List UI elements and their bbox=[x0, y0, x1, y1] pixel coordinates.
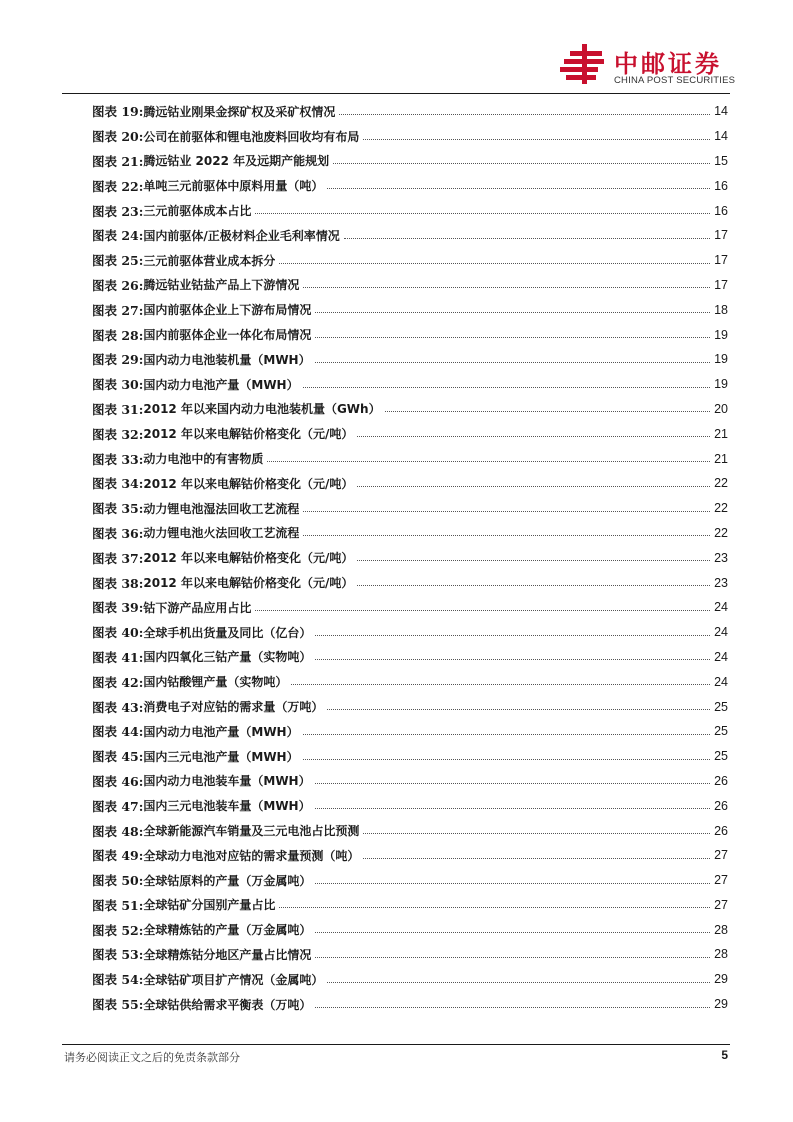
toc-page-number: 18 bbox=[714, 302, 728, 317]
figure-title: 钴下游产品应用占比 bbox=[143, 600, 252, 615]
toc-page-number: 22 bbox=[714, 476, 728, 491]
toc-entry[interactable] bbox=[92, 545, 728, 570]
figure-title: 国内三元电池装车量（MWH） bbox=[143, 799, 311, 814]
toc-entry[interactable] bbox=[92, 521, 728, 546]
footer-disclaimer: 请务必阅读正文之后的免责条款部分 bbox=[64, 1051, 240, 1064]
figure-title: 腾远钴业钴盐产品上下游情况 bbox=[143, 278, 300, 293]
toc-entry[interactable] bbox=[92, 173, 728, 198]
dot-leader bbox=[255, 610, 710, 611]
toc-page-number: 22 bbox=[714, 525, 728, 540]
toc-entry[interactable] bbox=[92, 942, 728, 967]
toc-entry-text bbox=[92, 301, 311, 319]
figure-label: 图表 44: bbox=[92, 724, 144, 740]
toc-entry[interactable] bbox=[92, 645, 728, 670]
toc-page-number: 19 bbox=[714, 377, 728, 392]
dot-leader bbox=[279, 263, 710, 264]
figure-label: 图表 31: bbox=[92, 401, 144, 417]
page-header bbox=[0, 0, 793, 100]
dot-leader bbox=[357, 436, 710, 437]
brand-name-en: CHINA POST SECURITIES bbox=[614, 75, 736, 86]
toc-entry-text bbox=[92, 350, 311, 368]
toc-entry-text bbox=[92, 945, 311, 963]
figure-title: 国内动力电池装车量（MWH） bbox=[143, 774, 311, 789]
figure-label: 图表 23: bbox=[92, 203, 144, 219]
figure-label: 图表 37: bbox=[92, 550, 144, 566]
toc-entry[interactable] bbox=[92, 397, 728, 422]
toc-entry-text bbox=[92, 623, 311, 641]
figure-title: 2012 年以来电解钴价格变化（元/吨） bbox=[143, 551, 354, 566]
toc-page-number: 17 bbox=[714, 277, 728, 292]
toc-page-number: 24 bbox=[714, 625, 728, 640]
toc-page-number: 23 bbox=[714, 575, 728, 590]
toc-entry[interactable] bbox=[92, 992, 728, 1017]
toc-entry-text bbox=[92, 152, 329, 170]
toc-entry-text bbox=[92, 722, 299, 740]
figure-title: 国内前驱体/正极材料企业毛利率情况 bbox=[143, 228, 340, 243]
figure-title: 国内钴酸锂产量（实物吨） bbox=[143, 675, 288, 690]
china-post-emblem-icon bbox=[558, 42, 610, 86]
figure-label: 图表 34: bbox=[92, 476, 144, 492]
figure-title: 消费电子对应钴的需求量（万吨） bbox=[143, 700, 324, 715]
brand-logo bbox=[558, 42, 738, 90]
figure-title: 2012 年以来电解钴价格变化（元/吨） bbox=[143, 427, 354, 442]
page-number: 5 bbox=[721, 1048, 728, 1062]
toc-page-number: 19 bbox=[714, 327, 728, 342]
figure-title: 全球精炼钴分地区产量占比情况 bbox=[143, 947, 312, 962]
toc-page-number: 28 bbox=[714, 922, 728, 937]
figure-label: 图表 54: bbox=[92, 972, 144, 988]
toc-page-number: 21 bbox=[714, 426, 728, 441]
dot-leader bbox=[363, 833, 710, 834]
toc-entry[interactable] bbox=[92, 446, 728, 471]
figure-title: 三元前驱体成本占比 bbox=[143, 204, 252, 219]
dot-leader bbox=[357, 560, 710, 561]
toc-entry[interactable] bbox=[92, 124, 728, 149]
figure-label: 图表 28: bbox=[92, 327, 144, 343]
dot-leader bbox=[315, 808, 710, 809]
toc-entry[interactable] bbox=[92, 917, 728, 942]
toc-entry[interactable] bbox=[92, 570, 728, 595]
toc-entry-text bbox=[92, 598, 251, 616]
table-of-figures bbox=[92, 99, 728, 1016]
dot-leader bbox=[291, 684, 710, 685]
toc-entry[interactable] bbox=[92, 322, 728, 347]
figure-label: 图表 27: bbox=[92, 302, 144, 318]
toc-page-number: 23 bbox=[714, 550, 728, 565]
toc-entry-text bbox=[92, 772, 311, 790]
figure-label: 图表 36: bbox=[92, 525, 144, 541]
figure-label: 图表 33: bbox=[92, 451, 144, 467]
figure-label: 图表 41: bbox=[92, 649, 144, 665]
figure-title: 2012 年以来国内动力电池装机量（GWh） bbox=[143, 402, 381, 417]
toc-entry[interactable] bbox=[92, 198, 728, 223]
toc-entry[interactable] bbox=[92, 868, 728, 893]
toc-page-number: 25 bbox=[714, 699, 728, 714]
figure-title: 全球手机出货量及同比（亿台） bbox=[143, 625, 312, 640]
dot-leader bbox=[303, 511, 710, 512]
dot-leader bbox=[267, 461, 710, 462]
toc-page-number: 28 bbox=[714, 947, 728, 962]
toc-entry-text bbox=[92, 375, 299, 393]
figure-title: 2012 年以来电解钴价格变化（元/吨） bbox=[143, 576, 354, 591]
toc-page-number: 27 bbox=[714, 848, 728, 863]
toc-entry-text bbox=[92, 425, 353, 443]
toc-entry[interactable] bbox=[92, 769, 728, 794]
figure-label: 图表 49: bbox=[92, 848, 144, 864]
figure-label: 图表 26: bbox=[92, 277, 144, 293]
dot-leader bbox=[303, 759, 710, 760]
toc-entry-text bbox=[92, 648, 311, 666]
toc-entry[interactable] bbox=[92, 496, 728, 521]
toc-entry[interactable] bbox=[92, 843, 728, 868]
figure-label: 图表 47: bbox=[92, 798, 144, 814]
figure-label: 图表 50: bbox=[92, 873, 144, 889]
figure-title: 全球钴矿项目扩产情况（金属吨） bbox=[143, 972, 324, 987]
dot-leader bbox=[327, 709, 710, 710]
toc-entry-text bbox=[92, 450, 263, 468]
dot-leader bbox=[315, 635, 710, 636]
dot-leader bbox=[363, 858, 710, 859]
toc-entry[interactable] bbox=[92, 248, 728, 273]
toc-entry-text bbox=[92, 474, 353, 492]
dot-leader bbox=[327, 188, 710, 189]
toc-entry[interactable] bbox=[92, 223, 728, 248]
toc-entry[interactable] bbox=[92, 793, 728, 818]
dot-leader bbox=[363, 139, 710, 140]
toc-page-number: 19 bbox=[714, 352, 728, 367]
dot-leader bbox=[303, 734, 710, 735]
dot-leader bbox=[344, 238, 710, 239]
toc-entry-text bbox=[92, 846, 359, 864]
toc-entry-text bbox=[92, 524, 299, 542]
toc-entry-text bbox=[92, 871, 311, 889]
figure-label: 图表 46: bbox=[92, 773, 144, 789]
toc-page-number: 16 bbox=[714, 178, 728, 193]
toc-page-number: 15 bbox=[714, 153, 728, 168]
toc-entry[interactable] bbox=[92, 297, 728, 322]
figure-title: 国内动力电池装机量（MWH） bbox=[143, 352, 311, 367]
figure-label: 图表 48: bbox=[92, 823, 144, 839]
figure-label: 图表 22: bbox=[92, 178, 144, 194]
toc-page-number: 21 bbox=[714, 451, 728, 466]
toc-entry-text bbox=[92, 797, 311, 815]
figure-title: 全球新能源汽车销量及三元电池占比预测 bbox=[143, 824, 360, 838]
toc-page-number: 14 bbox=[714, 104, 728, 119]
toc-entry-text bbox=[92, 995, 311, 1013]
figure-title: 国内动力电池产量（MWH） bbox=[143, 724, 299, 739]
figure-title: 全球钴供给需求平衡表（万吨） bbox=[143, 997, 312, 1012]
toc-entry-text bbox=[92, 822, 359, 840]
figure-label: 图表 35: bbox=[92, 501, 144, 517]
figure-label: 图表 40: bbox=[92, 625, 144, 641]
toc-page-number: 16 bbox=[714, 203, 728, 218]
figure-title: 全球钴原料的产量（万金属吨） bbox=[143, 873, 312, 888]
toc-entry-text bbox=[92, 747, 299, 765]
toc-page-number: 24 bbox=[714, 674, 728, 689]
dot-leader bbox=[255, 213, 710, 214]
toc-page-number: 26 bbox=[714, 823, 728, 838]
header-divider bbox=[62, 93, 730, 94]
figure-title: 腾远钴业 2022 年及远期产能规划 bbox=[143, 154, 330, 169]
figure-label: 图表 42: bbox=[92, 674, 144, 690]
dot-leader bbox=[315, 883, 710, 884]
dot-leader bbox=[327, 982, 710, 983]
toc-entry[interactable] bbox=[92, 669, 728, 694]
figure-title: 动力锂电池湿法回收工艺流程 bbox=[143, 501, 300, 516]
figure-label: 图表 51: bbox=[92, 897, 144, 913]
figure-label: 图表 53: bbox=[92, 947, 144, 963]
dot-leader bbox=[357, 486, 710, 487]
figure-label: 图表 29: bbox=[92, 352, 144, 368]
toc-entry[interactable] bbox=[92, 694, 728, 719]
toc-page-number: 22 bbox=[714, 501, 728, 516]
dot-leader bbox=[303, 535, 710, 536]
figure-title: 2012 年以来电解钴价格变化（元/吨） bbox=[143, 476, 354, 491]
toc-entry-text bbox=[92, 177, 323, 195]
dot-leader bbox=[333, 163, 710, 164]
toc-entry[interactable] bbox=[92, 719, 728, 744]
toc-page-number: 29 bbox=[714, 972, 728, 987]
dot-leader bbox=[315, 932, 710, 933]
footer-divider bbox=[62, 1044, 730, 1045]
figure-title: 国内前驱体企业一体化布局情况 bbox=[143, 328, 312, 343]
toc-entry-text bbox=[92, 226, 340, 244]
toc-entry-text bbox=[92, 102, 335, 120]
figure-title: 全球动力电池对应钴的需求量预测（吨） bbox=[143, 848, 360, 863]
dot-leader bbox=[303, 287, 710, 288]
dot-leader bbox=[315, 337, 710, 338]
dot-leader bbox=[315, 362, 710, 363]
toc-page-number: 27 bbox=[714, 873, 728, 888]
dot-leader bbox=[385, 411, 710, 412]
toc-page-number: 26 bbox=[714, 773, 728, 788]
toc-entry-text bbox=[92, 202, 251, 220]
toc-entry[interactable] bbox=[92, 471, 728, 496]
toc-entry-text bbox=[92, 896, 275, 914]
figure-label: 图表 39: bbox=[92, 600, 144, 616]
figure-label: 图表 38: bbox=[92, 575, 144, 591]
toc-entry-text bbox=[92, 921, 311, 939]
toc-entry-text bbox=[92, 276, 299, 294]
toc-entry[interactable] bbox=[92, 347, 728, 372]
toc-entry-text bbox=[92, 251, 275, 269]
figure-title: 国内动力电池产量（MWH） bbox=[143, 377, 299, 392]
toc-entry[interactable] bbox=[92, 372, 728, 397]
dot-leader bbox=[315, 1007, 710, 1008]
toc-entry-text bbox=[92, 499, 299, 517]
toc-entry[interactable] bbox=[92, 273, 728, 298]
figure-label: 图表 45: bbox=[92, 749, 144, 765]
toc-entry-text bbox=[92, 549, 353, 567]
figure-label: 图表 24: bbox=[92, 228, 144, 244]
toc-page-number: 25 bbox=[714, 724, 728, 739]
toc-entry[interactable] bbox=[92, 595, 728, 620]
dot-leader bbox=[339, 114, 710, 115]
figure-label: 图表 43: bbox=[92, 699, 144, 715]
dot-leader bbox=[303, 387, 710, 388]
dot-leader bbox=[315, 783, 710, 784]
toc-entry-text bbox=[92, 574, 353, 592]
figure-title: 单吨三元前驱体中原料用量（吨） bbox=[143, 179, 324, 194]
figure-title: 全球钴矿分国别产量占比 bbox=[143, 898, 276, 913]
toc-page-number: 26 bbox=[714, 798, 728, 813]
toc-entry-text bbox=[92, 970, 323, 988]
figure-title: 动力电池中的有害物质 bbox=[143, 452, 264, 467]
toc-entry-text bbox=[92, 127, 359, 145]
toc-page-number: 27 bbox=[714, 897, 728, 912]
toc-page-number: 24 bbox=[714, 649, 728, 664]
brand-name-cn: 中邮证券 bbox=[614, 50, 722, 78]
figure-label: 图表 32: bbox=[92, 426, 144, 442]
figure-label: 图表 30: bbox=[92, 377, 144, 393]
figure-label: 图表 19: bbox=[92, 104, 144, 120]
toc-page-number: 25 bbox=[714, 749, 728, 764]
figure-label: 图表 25: bbox=[92, 253, 144, 269]
toc-page-number: 20 bbox=[714, 401, 728, 416]
figure-label: 图表 21: bbox=[92, 153, 144, 169]
figure-label: 图表 20: bbox=[92, 129, 144, 145]
toc-page-number: 14 bbox=[714, 129, 728, 144]
dot-leader bbox=[315, 312, 710, 313]
figure-title: 全球精炼钴的产量（万金属吨） bbox=[143, 923, 312, 938]
figure-label: 图表 55: bbox=[92, 997, 144, 1013]
toc-entry[interactable] bbox=[92, 149, 728, 174]
figure-title: 动力锂电池火法回收工艺流程 bbox=[143, 526, 300, 541]
figure-title: 公司在前驱体和锂电池废料回收均有布局 bbox=[143, 129, 360, 144]
toc-entry[interactable] bbox=[92, 967, 728, 992]
figure-title: 腾远钴业刚果金探矿权及采矿权情况 bbox=[143, 104, 336, 119]
toc-entry[interactable] bbox=[92, 620, 728, 645]
dot-leader bbox=[279, 907, 710, 908]
toc-page-number: 17 bbox=[714, 228, 728, 243]
figure-title: 国内四氧化三钴产量（实物吨） bbox=[143, 650, 312, 665]
toc-entry[interactable] bbox=[92, 99, 728, 124]
toc-entry[interactable] bbox=[92, 818, 728, 843]
toc-entry-text bbox=[92, 698, 323, 716]
toc-page-number: 24 bbox=[714, 600, 728, 615]
dot-leader bbox=[315, 957, 710, 958]
toc-entry-text bbox=[92, 326, 311, 344]
toc-page-number: 17 bbox=[714, 253, 728, 268]
figure-title: 国内前驱体企业上下游布局情况 bbox=[143, 303, 312, 318]
toc-entry-text bbox=[92, 400, 381, 418]
dot-leader bbox=[315, 659, 710, 660]
figure-title: 三元前驱体营业成本拆分 bbox=[143, 253, 276, 268]
toc-entry-text bbox=[92, 673, 287, 691]
figure-title: 国内三元电池产量（MWH） bbox=[143, 749, 299, 764]
toc-entry[interactable] bbox=[92, 421, 728, 446]
toc-entry[interactable] bbox=[92, 744, 728, 769]
dot-leader bbox=[357, 585, 710, 586]
figure-label: 图表 52: bbox=[92, 922, 144, 938]
toc-entry[interactable] bbox=[92, 893, 728, 918]
toc-page-number: 29 bbox=[714, 997, 728, 1012]
